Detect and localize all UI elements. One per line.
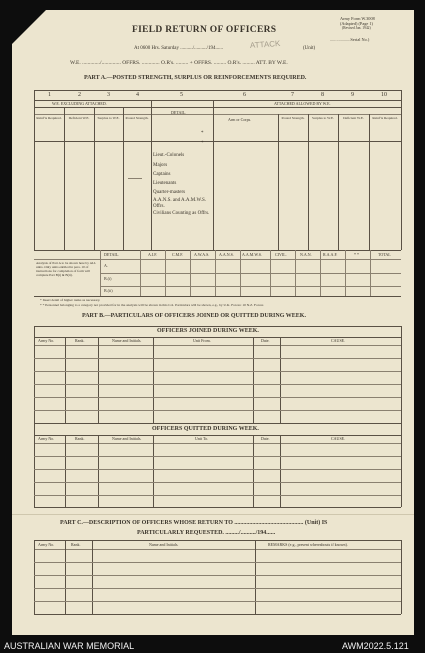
- joined-col-date: Date.: [261, 338, 270, 343]
- analysis-header-civil: CIVIL.: [275, 252, 287, 257]
- part-c-heading: PART C.—DESCRIPTION OF OFFICERS WHOSE RETURN TO .............................................. (Unit) IS: [60, 520, 328, 526]
- joined-col-army-no: Army No.: [38, 338, 55, 343]
- col-number-1: 1: [48, 92, 51, 98]
- col-number-8: 8: [321, 92, 324, 98]
- quitted-col-unit-to: Unit To.: [195, 436, 209, 441]
- rank-quarter-masters: Quarter-masters: [153, 190, 186, 195]
- part-c-col-army-no: Army No.: [38, 542, 55, 547]
- footer-accession-number: AWM2022.5.121: [342, 641, 409, 651]
- analysis-header-raaf: R.A.A.F.: [323, 252, 338, 257]
- analysis-header-total: TOTAL: [378, 252, 391, 257]
- part-b-heading: PART B.—PARTICULARS OF OFFICERS JOINED OR QUITTED DURING WEEK.: [82, 313, 306, 319]
- analysis-header-cmf: C.M.F.: [172, 252, 184, 257]
- serial-label: ...................Serial No.): [330, 37, 370, 42]
- footer-institution: AUSTRALIAN WAR MEMORIAL: [4, 641, 135, 651]
- col-number-6: 6: [243, 92, 246, 98]
- group-header-right: ATTACHED ALLOWED BY W.E.: [274, 101, 331, 106]
- asterisk-mark: *: [201, 141, 204, 146]
- quitted-col-army-no: Army No.: [38, 436, 55, 441]
- joined-heading: OFFICERS JOINED DURING WEEK.: [157, 328, 259, 334]
- part-c-col-name: Name and Initials.: [149, 542, 179, 547]
- part-c-col-rank: Rank.: [71, 542, 81, 547]
- analysis-header-other: * *: [354, 252, 359, 257]
- col-number-2: 2: [78, 92, 81, 98]
- col-header-posted-right: Posted Strength.: [281, 116, 305, 120]
- archive-footer: [0, 639, 425, 653]
- col-number-9: 9: [351, 92, 354, 98]
- col-header-deficient-right: Deficient W.E.: [343, 116, 364, 120]
- analysis-row-bii: B.(ii): [104, 288, 113, 293]
- rank-captains: Captains: [153, 172, 171, 177]
- joined-col-name: Name and Initials.: [112, 338, 142, 343]
- analysis-header-detail: DETAIL.: [104, 252, 120, 257]
- rank-lieutenants: Lieutenants: [153, 181, 177, 186]
- col-header-arm-corps: Arm or Corps.: [228, 117, 252, 122]
- analysis-header-aamws: A.A.M.W.S.: [242, 252, 262, 257]
- rank-majors: Majors: [153, 163, 168, 168]
- col-number-5: 5: [180, 92, 183, 98]
- analysis-header-awas: A.W.A.S.: [194, 252, 210, 257]
- form-revised: (Revised Jan. 1942): [342, 26, 371, 30]
- quitted-col-date: Date.: [261, 436, 270, 441]
- form-page: [12, 10, 414, 635]
- rank-civilians: Civilians Counting as Offrs.: [153, 211, 210, 216]
- footnote-2: * * Personnel belonging to a category not provided for in the analysis will be shown in this Col. Particulars will be shown, e.g., by U.K. Forces: 10 N.Z. Forces: [40, 303, 264, 307]
- group-header-left: W.E. EXCLUDING ATTACHED.: [52, 101, 107, 106]
- analysis-row-a: A.: [104, 263, 108, 268]
- analysis-header-nan: N.A.N.: [300, 252, 312, 257]
- quitted-col-cause: CAUSE.: [331, 436, 346, 441]
- joined-col-cause: CAUSE.: [331, 338, 346, 343]
- rank-nursing-offrs: A.A.N.S. and A.A.M.W.S. Offrs.: [153, 198, 207, 209]
- form-code: Army Form W.3008: [340, 16, 375, 21]
- col-header-reinf-right: Reinf'ts Required.: [372, 116, 398, 120]
- joined-col-rank: Rank.: [75, 338, 85, 343]
- pencil-note: ATTACK: [249, 38, 281, 51]
- col-number-4: 4: [136, 92, 139, 98]
- at-line: At 0600 Hrs. Saturday ........../........../194......: [134, 46, 224, 51]
- col-header-deficient-left: Deficient W.E.: [68, 116, 90, 120]
- part-c-heading-2: PARTICULARLY REQUESTED. ........./........../194......: [137, 530, 276, 536]
- page-corner-fold: [12, 10, 46, 44]
- col-header-surplus-right: Surplus to W.E.: [312, 116, 334, 120]
- col-header-detail: DETAIL.: [171, 110, 187, 115]
- part-c-col-remarks: REMARKS (e.g., present whereabouts if known).: [268, 542, 348, 547]
- col-number-3: 3: [107, 92, 110, 98]
- quitted-col-rank: Rank.: [75, 436, 85, 441]
- analysis-row-bi: B.(i): [104, 276, 112, 281]
- col-number-7: 7: [291, 92, 294, 98]
- asterisk-mark: *: [201, 131, 204, 136]
- form-title: FIELD RETURN OF OFFICERS: [132, 25, 277, 35]
- joined-col-unit-from: Unit From.: [193, 338, 211, 343]
- quitted-heading: OFFICERS QUITTED DURING WEEK.: [152, 426, 259, 432]
- analysis-note: Analysis of Part A to be shown here by ALL units. Only units entitled in para. 10 of instructions for completion of form will complete Part B(i) & B(ii).: [36, 261, 97, 278]
- unit-label: (Unit): [303, 46, 316, 51]
- col-number-10: 10: [381, 92, 387, 98]
- col-header-reinf-left: Reinf'ts Required.: [36, 116, 62, 120]
- rank-lieut-colonels: Lieut.-Colonels: [153, 153, 185, 158]
- footnote-1: * Insert detail of higher ranks as necessary.: [40, 298, 101, 302]
- quitted-col-name: Name and Initials.: [112, 436, 142, 441]
- form-adapted: (Adapted) (Page 1): [340, 21, 373, 26]
- analysis-header-aif: A.I.F.: [148, 252, 158, 257]
- analysis-header-aans: A.A.N.S.: [219, 252, 234, 257]
- col-header-surplus-left: Surplus to W.E.: [97, 116, 120, 120]
- we-line: W.E. ............./.............. OFFRS. ............. O.R's. ......... + OFFRS. ......... O.R's. ......... ATT. BY W.E.: [70, 60, 288, 66]
- col-header-posted-left: Posted Strength.: [125, 116, 149, 120]
- part-a-heading: PART A.—POSTED STRENGTH, SURPLUS OR REINFORCEMENTS REQUIRED.: [84, 75, 307, 81]
